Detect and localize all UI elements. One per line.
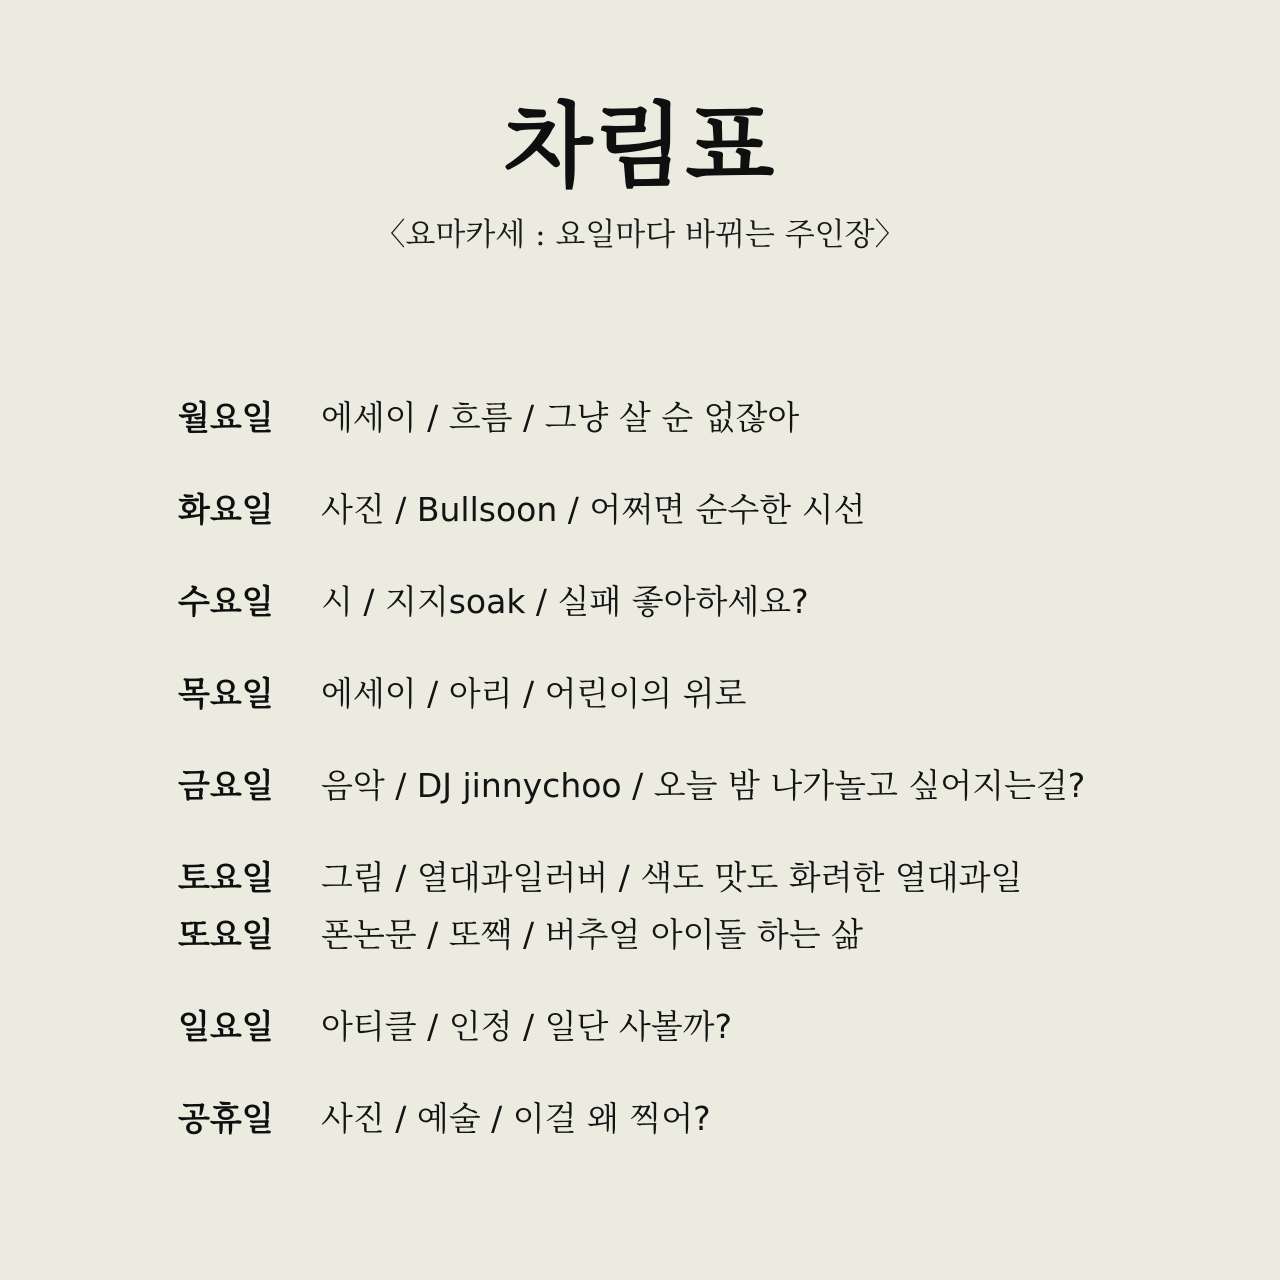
page-subtitle: 〈요마카세 : 요일마다 바뀌는 주인장〉 [374, 217, 906, 253]
day-label: 수요일 [178, 582, 274, 621]
day-label: 금요일 [178, 766, 274, 805]
day-description: 폰논문 / 또짹 / 버추얼 아이돌 하는 삶 [321, 915, 863, 954]
page-title: 차림표 [503, 93, 777, 200]
day-description: 시 / 지지soak / 실패 좋아하세요? [321, 582, 809, 621]
schedule-row-sunday [178, 999, 1238, 1055]
day-label: 토요일 [178, 858, 274, 897]
schedule-row-monday [178, 390, 1238, 446]
day-label: 화요일 [178, 490, 274, 529]
day-description: 아티클 / 인정 / 일단 사볼까? [321, 1007, 732, 1046]
day-label: 목요일 [178, 674, 274, 713]
day-description: 사진 / 예술 / 이걸 왜 찍어? [321, 1099, 711, 1138]
day-label: 월요일 [178, 398, 274, 437]
schedule-row-saturday [178, 850, 1238, 906]
day-description: 에세이 / 아리 / 어린이의 위로 [321, 674, 747, 713]
schedule-row-thursday [178, 666, 1238, 722]
schedule-row-holiday [178, 1091, 1238, 1147]
schedule-row-friday [178, 758, 1238, 814]
schedule-list [178, 390, 1238, 1147]
day-description: 음악 / DJ jinnychoo / 오늘 밤 나가놀고 싶어지는걸? [321, 766, 1086, 805]
day-label: 일요일 [178, 1007, 274, 1046]
day-label: 또요일 [178, 915, 274, 954]
day-description: 에세이 / 흐름 / 그냥 살 순 없잖아 [321, 398, 800, 437]
day-description: 사진 / Bullsoon / 어쩌면 순수한 시선 [321, 490, 866, 529]
schedule-row-wednesday [178, 574, 1238, 630]
schedule-row-extra-day [178, 907, 1238, 963]
day-label: 공휴일 [178, 1099, 274, 1138]
day-description: 그림 / 열대과일러버 / 색도 맛도 화려한 열대과일 [321, 858, 1023, 897]
schedule-row-tuesday [178, 482, 1238, 538]
